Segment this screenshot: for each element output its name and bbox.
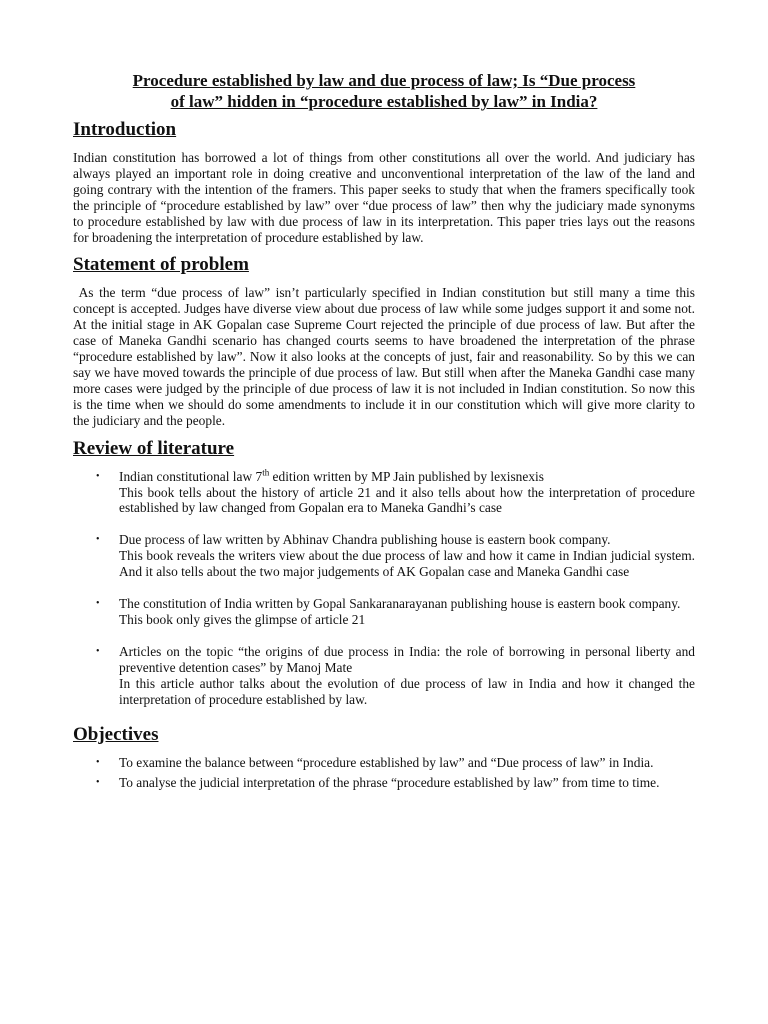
literature-item [73, 596, 695, 628]
title-line-2: of law” hidden in “procedure established by law” in India? [170, 92, 598, 111]
literature-item-title-text: Indian constitutional law 7 [119, 468, 263, 484]
objective-text: To examine the balance between “procedure established by law” and “Due process of law” in India. [119, 755, 654, 771]
introduction-text: Indian constitution has borrowed a lot of things from other constitutions all over the world. And judiciary has always played an important role in doing creative and unconventional interpretation of the law of the land and going contrary with the intention of the framers. This paper seeks to study that when the framers specifically took the principle of “procedure established by law” over “due process of law” then why the judiciary made synonyms to procedure established by law with due process of law in its interpretation. This paper tries lays out the reasons for broadening the interpretation of procedure established by law. [73, 150, 695, 245]
objective-item [73, 775, 695, 791]
title-line-1: Procedure established by law and due process of law; Is “Due process [132, 71, 636, 90]
bullet-icon: • [96, 470, 100, 482]
literature-item-title: Articles on the topic “the origins of due process in India: the role of borrowing in personal liberty and preventive detention cases” by Manoj Mate [119, 643, 695, 675]
statement-section [73, 253, 699, 428]
document-page [73, 70, 699, 803]
objectives-section [73, 723, 695, 791]
literature-item-title: The constitution of India written by Gopal Sankaranarayanan publishing house is eastern book company. [119, 596, 681, 612]
literature-item-title-rest: edition written by MP Jain published by lexisnexis [269, 468, 544, 484]
literature-heading: Review of literature [73, 437, 235, 459]
bullet-icon: • [96, 757, 100, 769]
literature-item [73, 644, 695, 708]
literature-item [73, 469, 695, 517]
statement-text: As the term “due process of law” isn’t particularly specified in Indian constitution but still many a time this concept is accepted. Judges have diverse view about due process of law while some judges support it and some not. At the initial stage in AK Gopalan case Supreme Court rejected the principle of due process of law. But after the case of Maneka Gandhi scenario has changed courts seems to have broadened the interpretation of the phrase “procedure established by law”. Now it also looks at the concepts of just, fair and reasonability. So by this we can say we have moved towards the principle of due process of law. But still when after the Maneka Gandhi case many more cases were judged by the principle of due process of law it is not included in Indian constitution. So now this is the time when we should do some amendments to include it in our constitution which will give more clarity to the judiciary and the people. [73, 285, 699, 428]
literature-section [73, 437, 695, 708]
literature-item-desc: This book tells about the history of article 21 and it also tells about how the interpretation of procedure established by law changed from Gopalan era to Maneka Gandhi’s case [119, 484, 695, 516]
objectives-heading: Objectives [73, 724, 159, 746]
introduction-heading: Introduction [73, 119, 177, 140]
literature-item-desc: In this article author talks about the evolution of due process of law in India and how it changed the interpretation of procedure established by law. [119, 675, 695, 707]
literature-item-title [119, 469, 695, 485]
bullet-icon: • [96, 645, 100, 657]
superscript-th: th [262, 467, 270, 478]
literature-item-desc: This book only gives the glimpse of article 21 [119, 611, 366, 627]
literature-item-title: Due process of law written by Abhinav Chandra publishing house is eastern book company. [119, 532, 611, 548]
objective-item [73, 755, 695, 771]
document-title [73, 70, 695, 112]
literature-item [73, 532, 695, 580]
literature-item-desc: This book reveals the writers view about the due process of law and how it came in Indian judicial system. And it also tells about the two major judgements of AK Gopalan case and Maneka Gandhi case [119, 548, 695, 580]
objective-text: To analyse the judicial interpretation of the phrase “procedure established by law” from time to time. [119, 775, 660, 791]
objectives-list [73, 755, 695, 791]
statement-heading: Statement of problem [73, 254, 249, 276]
bullet-icon: • [96, 598, 100, 610]
introduction-section [73, 118, 695, 245]
bullet-icon: • [96, 777, 100, 789]
bullet-icon: • [96, 534, 100, 546]
literature-list [73, 469, 695, 708]
